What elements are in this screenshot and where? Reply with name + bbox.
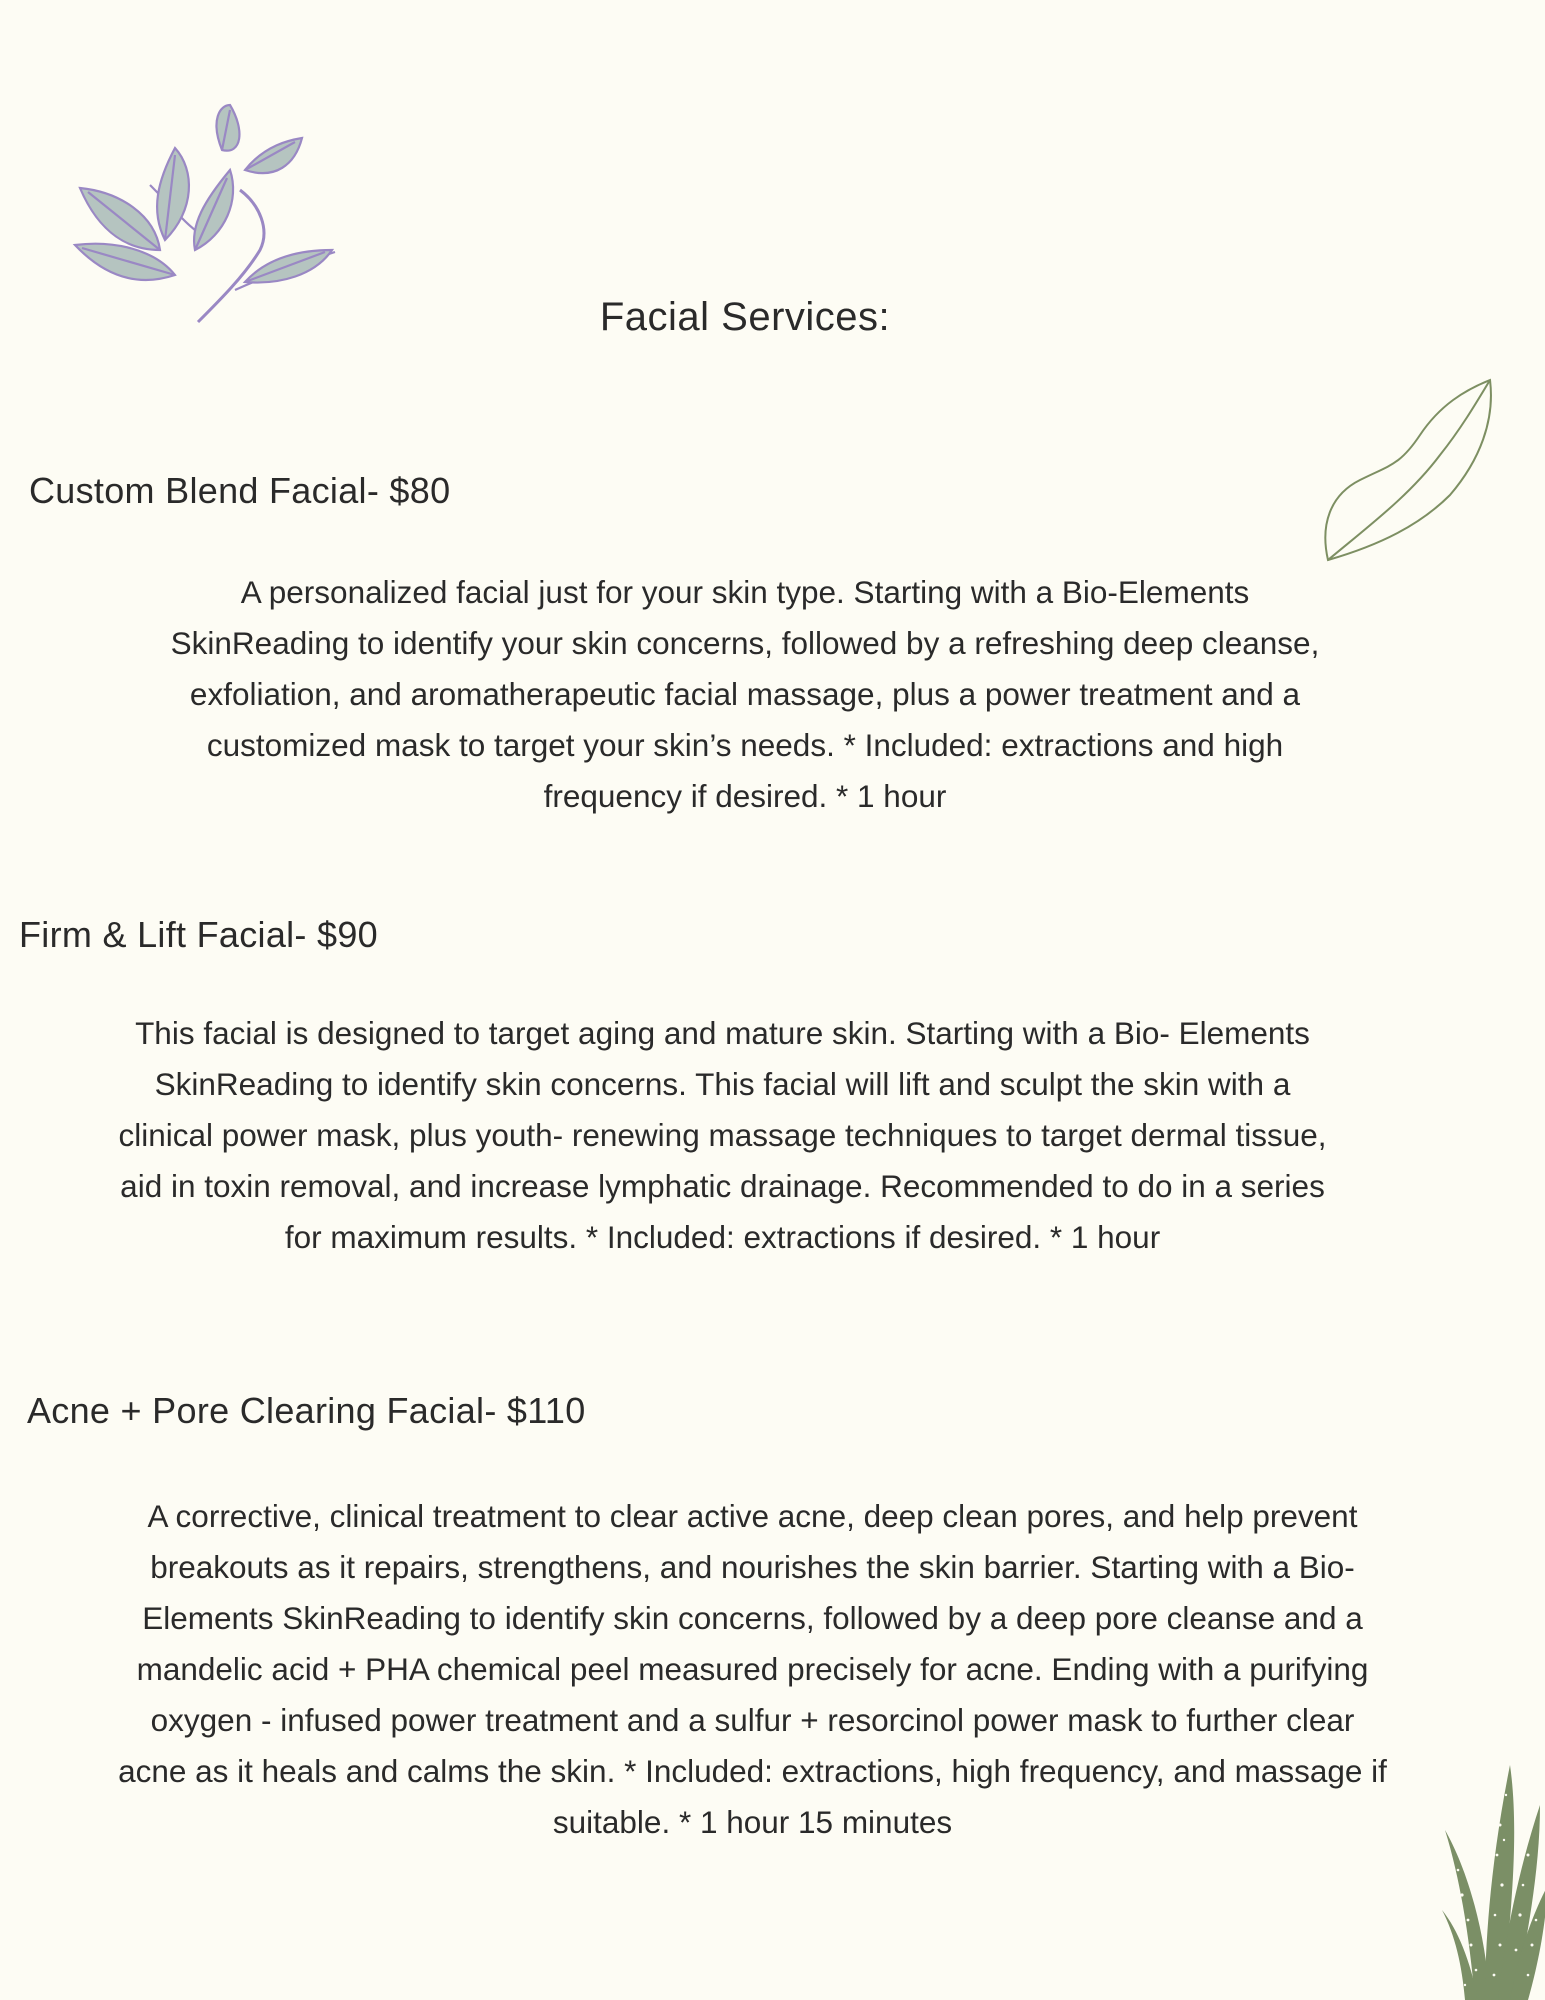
service-description-firm-lift xyxy=(0,1008,1445,1263)
description-line: exfoliation, and aromatherapeutic facial massage, plus a power treatment and a xyxy=(189,676,1301,712)
description-line: aid in toxin removal, and increase lymphatic drainage. Recommended to do in a series xyxy=(120,1168,1325,1204)
service-heading-custom-blend: Custom Blend Facial- $80 xyxy=(29,470,451,511)
description-line: frequency if desired. * 1 hour xyxy=(543,778,947,814)
description-line: A corrective, clinical treatment to clear active acne, deep clean pores, and help prevent xyxy=(147,1498,1358,1534)
description-line: customized mask to target your skin’s needs. * Included: extractions and high xyxy=(206,727,1284,763)
description-line: SkinReading to identify skin concerns. This facial will lift and sculpt the skin with a xyxy=(154,1066,1291,1102)
description-line: Elements SkinReading to identify skin concerns, followed by a deep pore cleanse and a xyxy=(142,1600,1363,1636)
description-line: SkinReading to identify your skin concerns, followed by a refreshing deep cleanse, xyxy=(170,625,1320,661)
description-line: for maximum results. * Included: extractions if desired. * 1 hour xyxy=(284,1219,1161,1255)
service-heading-acne-pore: Acne + Pore Clearing Facial- $110 xyxy=(27,1390,586,1431)
description-line: suitable. * 1 hour 15 minutes xyxy=(552,1804,953,1840)
page-title: Facial Services: xyxy=(599,295,891,339)
service-heading-firm-lift: Firm & Lift Facial- $90 xyxy=(19,914,378,955)
description-line: acne as it heals and calms the skin. * Included: extractions, high frequency, and massage if xyxy=(118,1753,1387,1789)
description-line: This facial is designed to target aging and mature skin. Starting with a Bio- Elements xyxy=(135,1015,1310,1051)
description-line: mandelic acid + PHA chemical peel measured precisely for acne. Ending with a purifying xyxy=(136,1651,1369,1687)
service-description-acne-pore xyxy=(0,1491,1505,1848)
leaf-outline-icon xyxy=(1320,375,1500,565)
service-description-custom-blend xyxy=(0,567,1490,822)
description-line: A personalized facial just for your skin type. Starting with a Bio-Elements xyxy=(240,574,1250,610)
description-line: clinical power mask, plus youth- renewing massage techniques to target dermal tissue, xyxy=(118,1117,1327,1153)
description-line: oxygen - infused power treatment and a sulfur + resorcinol power mask to further clear xyxy=(150,1702,1355,1738)
description-line: breakouts as it repairs, strengthens, and nourishes the skin barrier. Starting with a Bio- xyxy=(150,1549,1355,1585)
